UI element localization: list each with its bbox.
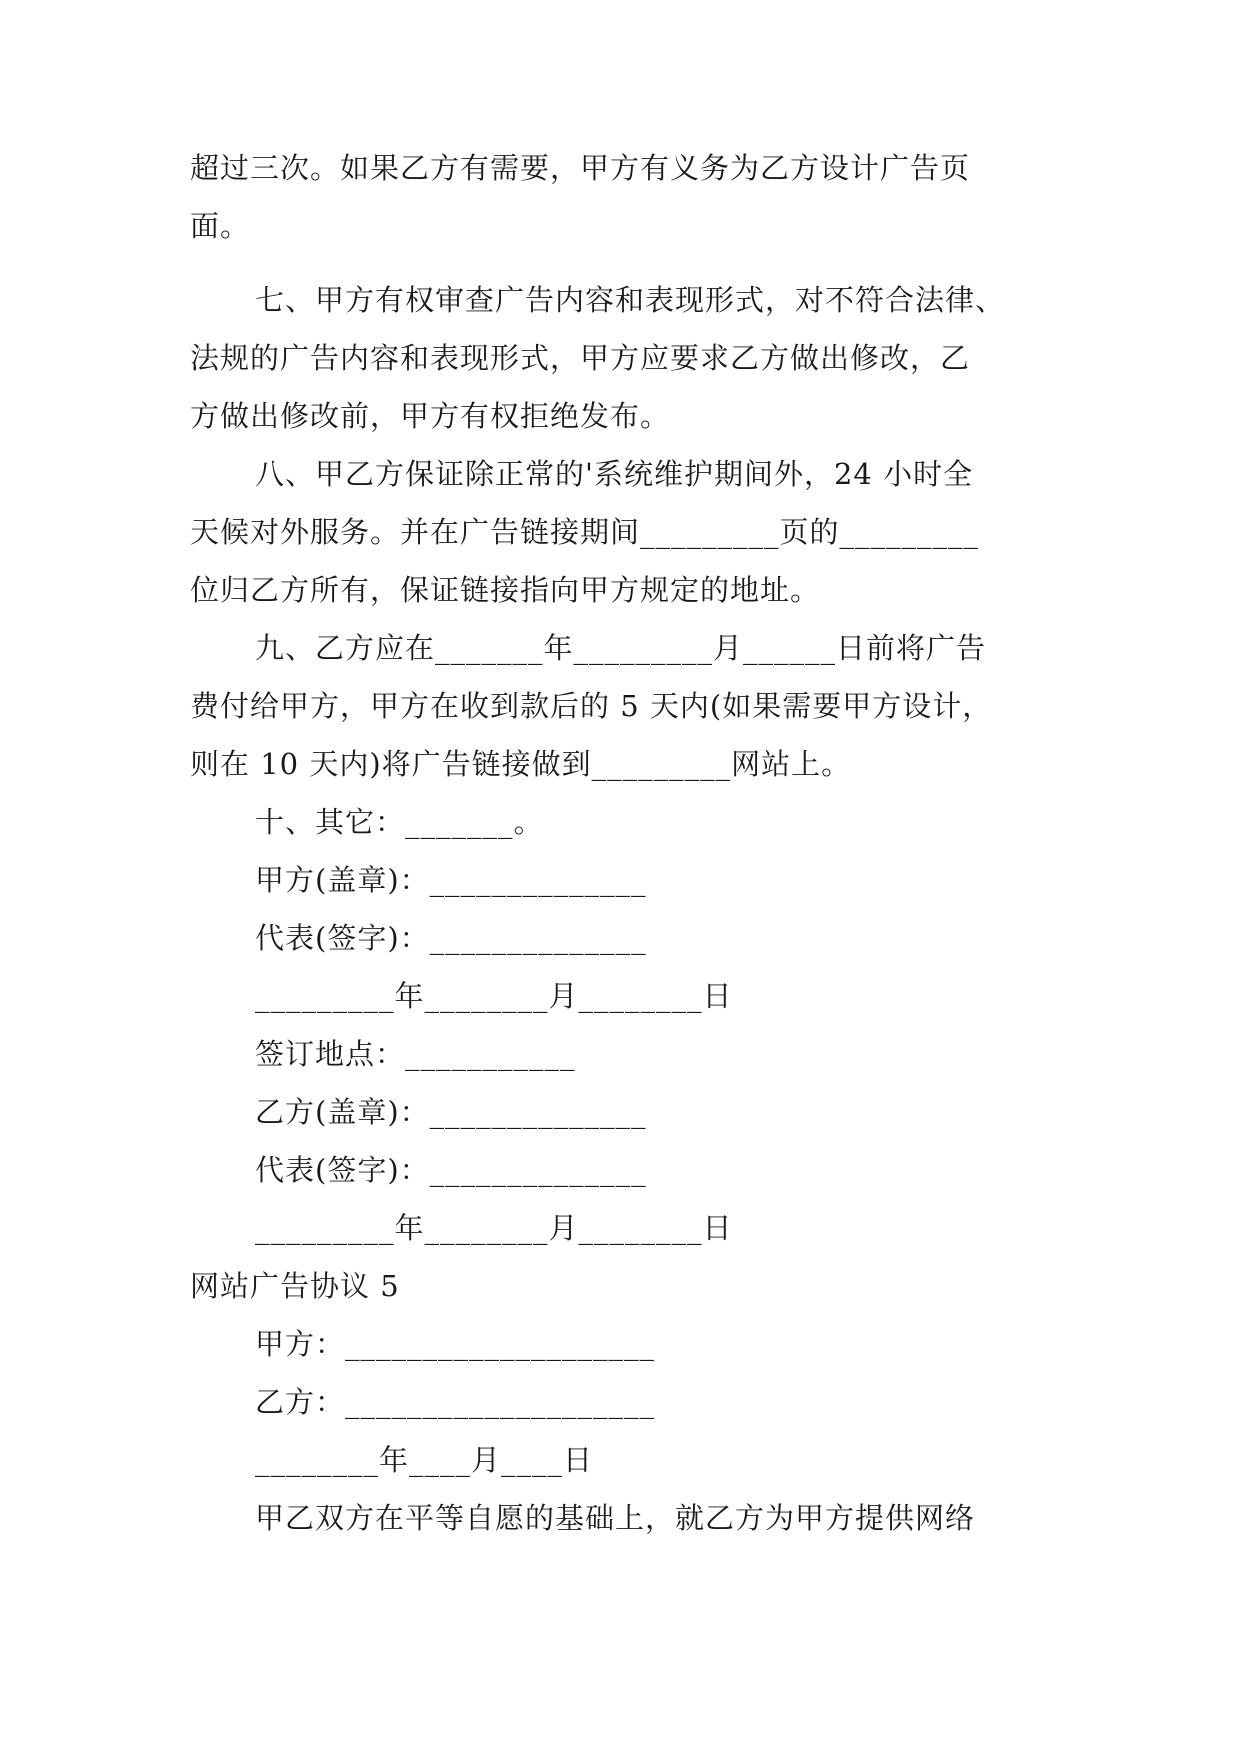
clause-eight: 八、甲乙方保证除正常的'系统维护期间外，24 小时全 bbox=[255, 457, 974, 491]
party-a-signature-line: 代表(签字)：______________ bbox=[255, 921, 647, 955]
party-b-seal-line: 乙方(盖章)：______________ bbox=[255, 1095, 647, 1129]
paragraph-line: 则在 10 天内)将广告链接做到_________网站上。 bbox=[190, 747, 852, 781]
paragraph-line: 法规的广告内容和表现形式，甲方应要求乙方做出修改，乙 bbox=[190, 341, 971, 375]
clause-nine: 九、乙方应在_______年_________月______日前将广告 bbox=[255, 631, 987, 665]
paragraph-line: 超过三次。如果乙方有需要，甲方有义务为乙方设计广告页 bbox=[190, 151, 971, 185]
intro-paragraph-line: 甲乙双方在平等自愿的基础上，就乙方为甲方提供网络 bbox=[255, 1501, 976, 1535]
party-b-line: 乙方：____________________ bbox=[255, 1385, 656, 1419]
date-line: ________年____月____日 bbox=[255, 1443, 594, 1477]
clause-seven: 七、甲方有权审查广告内容和表现形式，对不符合法律、 bbox=[255, 283, 1006, 317]
signing-place-line: 签订地点：___________ bbox=[255, 1037, 576, 1071]
party-a-date-line: _________年________月________日 bbox=[255, 979, 733, 1013]
paragraph-line: 方做出修改前，甲方有权拒绝发布。 bbox=[190, 399, 671, 433]
party-a-seal-line: 甲方(盖章)：______________ bbox=[255, 863, 647, 897]
paragraph-line: 位归乙方所有，保证链接指向甲方规定的地址。 bbox=[190, 573, 821, 607]
paragraph-line: 天候对外服务。并在广告链接期间_________页的_________ bbox=[190, 515, 980, 549]
paragraph-line: 费付给甲方，甲方在收到款后的 5 天内(如果需要甲方设计， bbox=[190, 689, 993, 723]
party-b-signature-line: 代表(签字)：______________ bbox=[255, 1153, 647, 1187]
party-a-line: 甲方：____________________ bbox=[255, 1327, 656, 1361]
paragraph-line: 面。 bbox=[190, 209, 251, 243]
clause-ten: 十、其它：_______。 bbox=[255, 805, 544, 839]
section-title: 网站广告协议 5 bbox=[190, 1269, 400, 1303]
party-b-date-line: _________年________月________日 bbox=[255, 1211, 733, 1245]
